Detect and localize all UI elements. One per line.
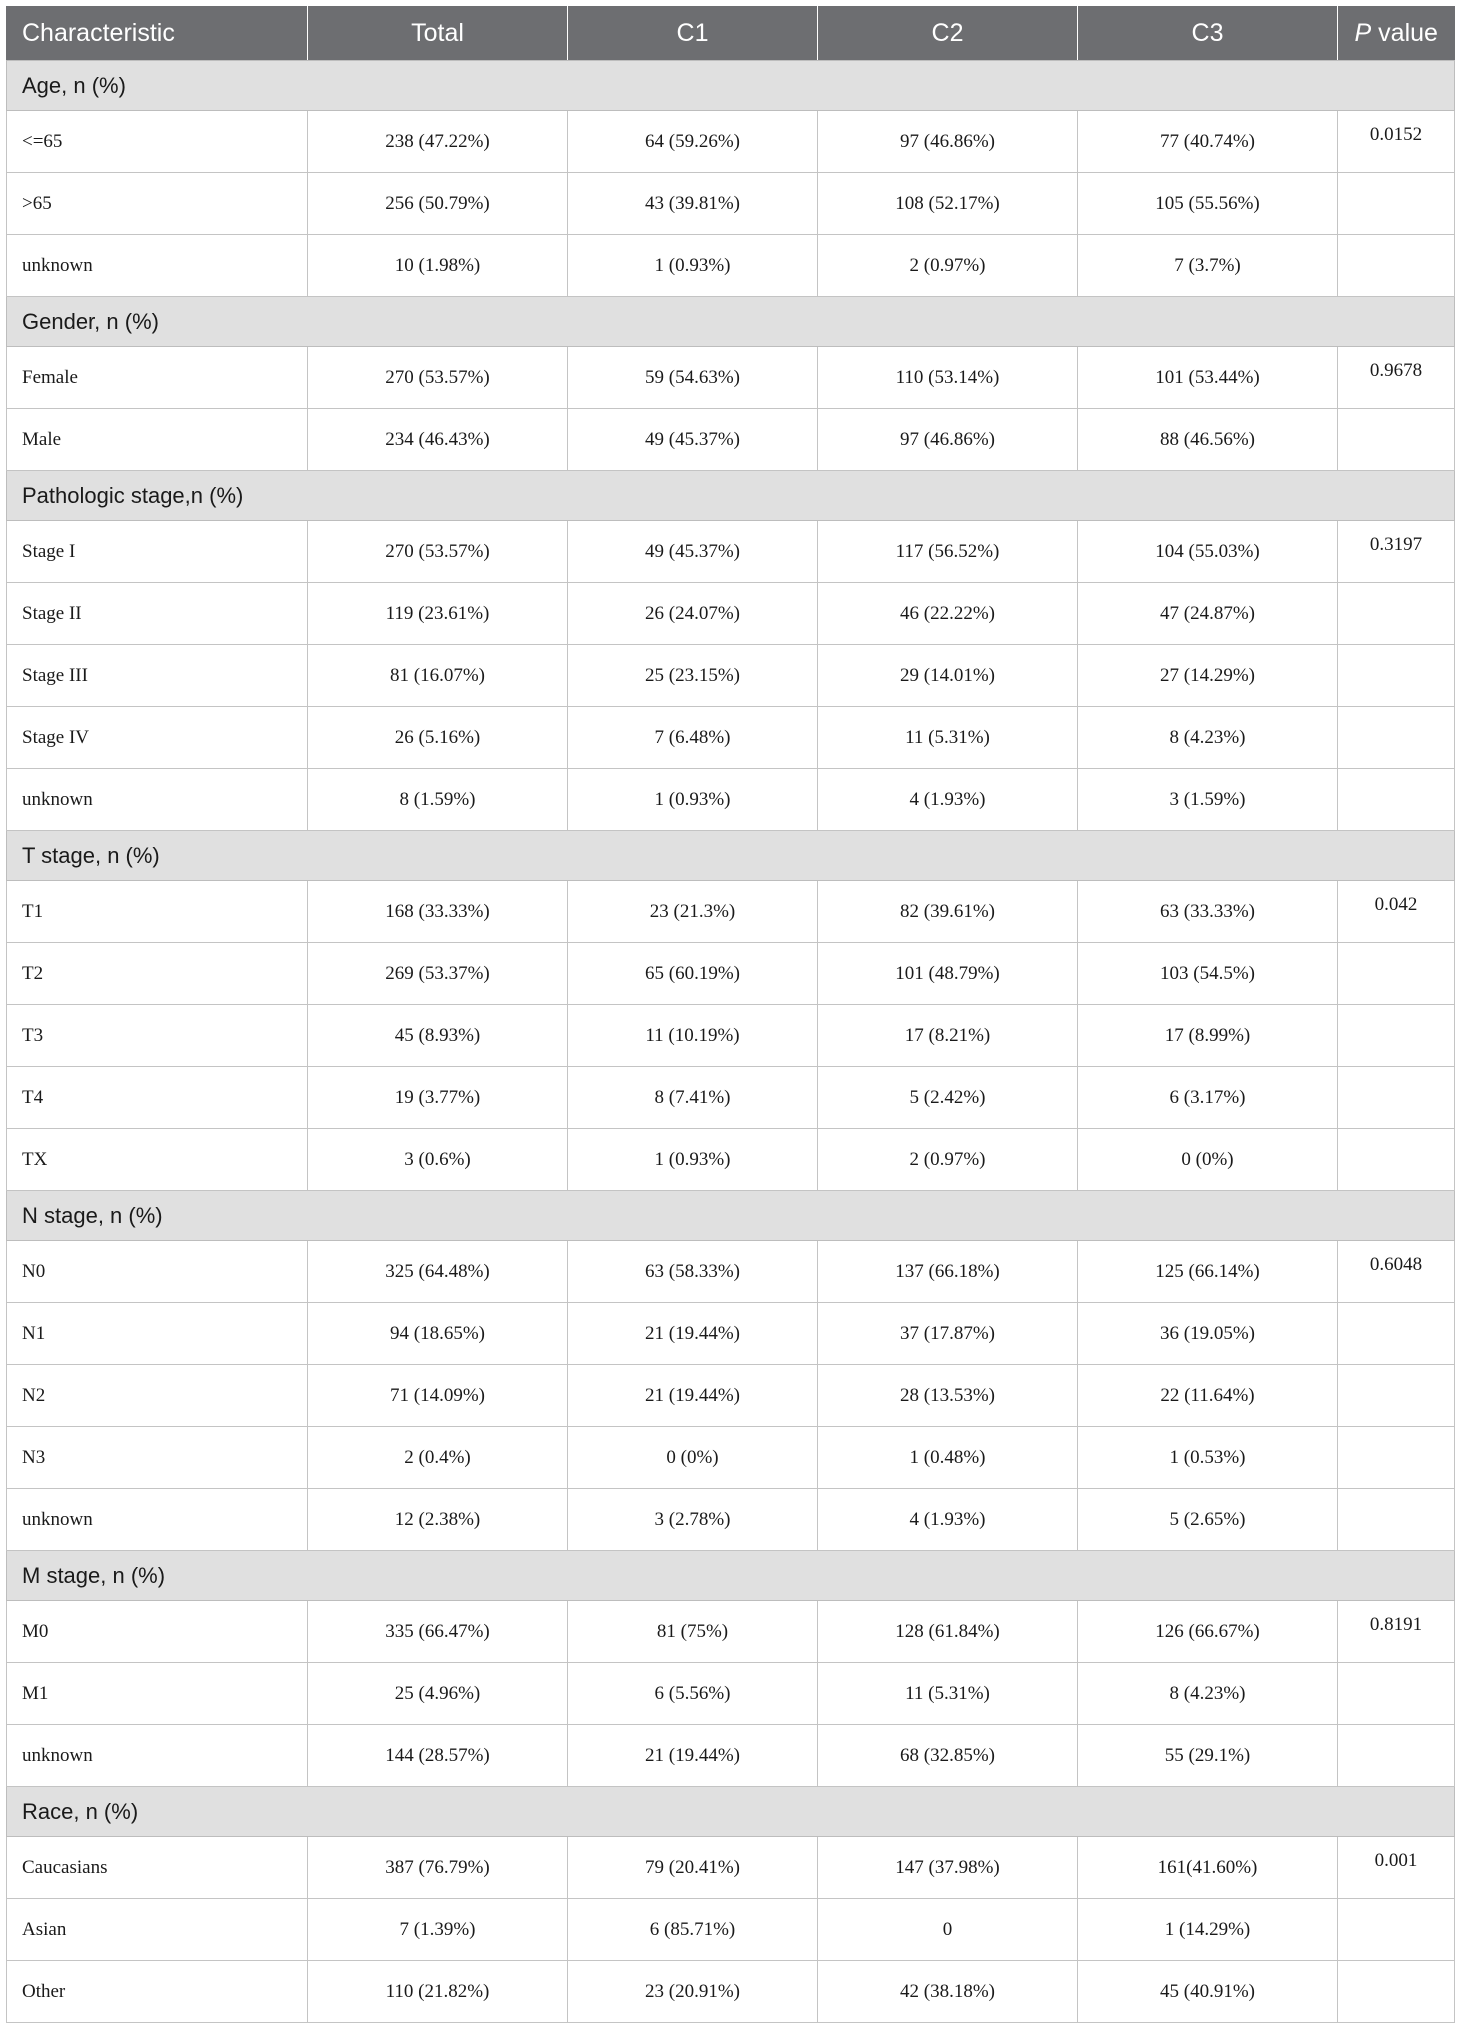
group-label: Pathologic stage,n (%): [7, 471, 1455, 521]
c1-cell: 1 (0.93%): [568, 769, 818, 831]
table-row: [7, 409, 1455, 471]
c1-cell: 0 (0%): [568, 1427, 818, 1489]
header-p-value-rest: value: [1371, 18, 1438, 47]
p-value-cell: [1338, 1005, 1455, 1067]
c3-cell: 36 (19.05%): [1078, 1303, 1338, 1365]
c3-cell: 105 (55.56%): [1078, 173, 1338, 235]
c3-cell: 45 (40.91%): [1078, 1961, 1338, 2023]
c2-cell: 42 (38.18%): [818, 1961, 1078, 2023]
total-cell: 325 (64.48%): [308, 1241, 568, 1303]
c3-cell: 0 (0%): [1078, 1129, 1338, 1191]
table-body: [7, 61, 1455, 2023]
c2-cell: 68 (32.85%): [818, 1725, 1078, 1787]
table-row: [7, 881, 1455, 943]
c2-cell: 97 (46.86%): [818, 409, 1078, 471]
header-c3: C3: [1078, 6, 1338, 61]
group-header-row: [7, 61, 1455, 111]
c2-cell: 128 (61.84%): [818, 1601, 1078, 1663]
characteristic-cell: Stage II: [7, 583, 308, 645]
characteristic-cell: TX: [7, 1129, 308, 1191]
header-p-value-italic: P: [1354, 18, 1372, 47]
c1-cell: 65 (60.19%): [568, 943, 818, 1005]
group-label: N stage, n (%): [7, 1191, 1455, 1241]
p-value-cell: [1338, 1489, 1455, 1551]
characteristic-cell: T1: [7, 881, 308, 943]
table-row: [7, 1489, 1455, 1551]
characteristic-cell: Stage I: [7, 521, 308, 583]
table-row: [7, 521, 1455, 583]
total-cell: 119 (23.61%): [308, 583, 568, 645]
p-value-cell: [1338, 707, 1455, 769]
p-value-cell: [1338, 173, 1455, 235]
c3-cell: 63 (33.33%): [1078, 881, 1338, 943]
total-cell: 238 (47.22%): [308, 111, 568, 173]
c2-cell: 108 (52.17%): [818, 173, 1078, 235]
c3-cell: 7 (3.7%): [1078, 235, 1338, 297]
c2-cell: 29 (14.01%): [818, 645, 1078, 707]
total-cell: 25 (4.96%): [308, 1663, 568, 1725]
characteristic-cell: M1: [7, 1663, 308, 1725]
total-cell: 3 (0.6%): [308, 1129, 568, 1191]
c3-cell: 27 (14.29%): [1078, 645, 1338, 707]
table-row: [7, 111, 1455, 173]
c1-cell: 59 (54.63%): [568, 347, 818, 409]
header-row: [7, 6, 1455, 61]
group-header-row: [7, 471, 1455, 521]
c2-cell: 46 (22.22%): [818, 583, 1078, 645]
c1-cell: 8 (7.41%): [568, 1067, 818, 1129]
p-value-cell: [1338, 1365, 1455, 1427]
c2-cell: 28 (13.53%): [818, 1365, 1078, 1427]
table-row: [7, 943, 1455, 1005]
table-row: [7, 235, 1455, 297]
p-value-cell: [1338, 1725, 1455, 1787]
p-value-cell: 0.6048: [1338, 1241, 1455, 1303]
c1-cell: 79 (20.41%): [568, 1837, 818, 1899]
characteristic-cell: Caucasians: [7, 1837, 308, 1899]
c2-cell: 11 (5.31%): [818, 707, 1078, 769]
characteristic-cell: T2: [7, 943, 308, 1005]
characteristic-cell: Asian: [7, 1899, 308, 1961]
c1-cell: 49 (45.37%): [568, 521, 818, 583]
c1-cell: 43 (39.81%): [568, 173, 818, 235]
characteristic-cell: Female: [7, 347, 308, 409]
header-total: Total: [308, 6, 568, 61]
c2-cell: 117 (56.52%): [818, 521, 1078, 583]
header-p-value: [1338, 6, 1455, 61]
characteristic-cell: N1: [7, 1303, 308, 1365]
p-value-cell: [1338, 943, 1455, 1005]
table-row: [7, 1961, 1455, 2023]
total-cell: 26 (5.16%): [308, 707, 568, 769]
c2-cell: 147 (37.98%): [818, 1837, 1078, 1899]
c2-cell: 17 (8.21%): [818, 1005, 1078, 1067]
total-cell: 10 (1.98%): [308, 235, 568, 297]
group-label: Race, n (%): [7, 1787, 1455, 1837]
characteristic-cell: Other: [7, 1961, 308, 2023]
c1-cell: 1 (0.93%): [568, 235, 818, 297]
group-label: M stage, n (%): [7, 1551, 1455, 1601]
table-row: [7, 347, 1455, 409]
table-row: [7, 1067, 1455, 1129]
p-value-cell: 0.042: [1338, 881, 1455, 943]
header-c2: C2: [818, 6, 1078, 61]
c2-cell: 2 (0.97%): [818, 1129, 1078, 1191]
characteristic-cell: N2: [7, 1365, 308, 1427]
p-value-cell: 0.001: [1338, 1837, 1455, 1899]
c2-cell: 101 (48.79%): [818, 943, 1078, 1005]
c2-cell: 137 (66.18%): [818, 1241, 1078, 1303]
total-cell: 256 (50.79%): [308, 173, 568, 235]
total-cell: 71 (14.09%): [308, 1365, 568, 1427]
table-row: [7, 1837, 1455, 1899]
c3-cell: 125 (66.14%): [1078, 1241, 1338, 1303]
characteristic-cell: unknown: [7, 235, 308, 297]
characteristic-cell: unknown: [7, 1489, 308, 1551]
header-c1: C1: [568, 6, 818, 61]
p-value-cell: [1338, 1427, 1455, 1489]
table-row: [7, 1663, 1455, 1725]
c3-cell: 103 (54.5%): [1078, 943, 1338, 1005]
c3-cell: 5 (2.65%): [1078, 1489, 1338, 1551]
c2-cell: 5 (2.42%): [818, 1067, 1078, 1129]
c2-cell: 37 (17.87%): [818, 1303, 1078, 1365]
characteristic-cell: <=65: [7, 111, 308, 173]
total-cell: 19 (3.77%): [308, 1067, 568, 1129]
characteristic-cell: unknown: [7, 1725, 308, 1787]
total-cell: 8 (1.59%): [308, 769, 568, 831]
c3-cell: 6 (3.17%): [1078, 1067, 1338, 1129]
p-value-cell: [1338, 409, 1455, 471]
total-cell: 168 (33.33%): [308, 881, 568, 943]
total-cell: 335 (66.47%): [308, 1601, 568, 1663]
c3-cell: 22 (11.64%): [1078, 1365, 1338, 1427]
group-label: Age, n (%): [7, 61, 1455, 111]
characteristic-cell: N0: [7, 1241, 308, 1303]
p-value-cell: 0.8191: [1338, 1601, 1455, 1663]
group-header-row: [7, 1551, 1455, 1601]
c3-cell: 3 (1.59%): [1078, 769, 1338, 831]
table-row: [7, 1601, 1455, 1663]
c1-cell: 1 (0.93%): [568, 1129, 818, 1191]
c1-cell: 25 (23.15%): [568, 645, 818, 707]
table-row: [7, 769, 1455, 831]
table-row: [7, 1725, 1455, 1787]
c1-cell: 3 (2.78%): [568, 1489, 818, 1551]
total-cell: 110 (21.82%): [308, 1961, 568, 2023]
table-row: [7, 173, 1455, 235]
c1-cell: 21 (19.44%): [568, 1725, 818, 1787]
group-header-row: [7, 1191, 1455, 1241]
c3-cell: 88 (46.56%): [1078, 409, 1338, 471]
c3-cell: 126 (66.67%): [1078, 1601, 1338, 1663]
total-cell: 12 (2.38%): [308, 1489, 568, 1551]
total-cell: 144 (28.57%): [308, 1725, 568, 1787]
p-value-cell: [1338, 1899, 1455, 1961]
c1-cell: 6 (5.56%): [568, 1663, 818, 1725]
total-cell: 234 (46.43%): [308, 409, 568, 471]
characteristic-cell: unknown: [7, 769, 308, 831]
characteristic-cell: M0: [7, 1601, 308, 1663]
total-cell: 45 (8.93%): [308, 1005, 568, 1067]
c2-cell: 82 (39.61%): [818, 881, 1078, 943]
characteristic-cell: Stage IV: [7, 707, 308, 769]
c1-cell: 6 (85.71%): [568, 1899, 818, 1961]
c1-cell: 21 (19.44%): [568, 1303, 818, 1365]
p-value-cell: [1338, 235, 1455, 297]
p-value-cell: [1338, 1129, 1455, 1191]
c3-cell: 161(41.60%): [1078, 1837, 1338, 1899]
c1-cell: 7 (6.48%): [568, 707, 818, 769]
table-row: [7, 1303, 1455, 1365]
p-value-cell: 0.0152: [1338, 111, 1455, 173]
p-value-cell: 0.3197: [1338, 521, 1455, 583]
c3-cell: 8 (4.23%): [1078, 707, 1338, 769]
c1-cell: 81 (75%): [568, 1601, 818, 1663]
c2-cell: 4 (1.93%): [818, 769, 1078, 831]
table-row: [7, 1899, 1455, 1961]
c2-cell: 11 (5.31%): [818, 1663, 1078, 1725]
p-value-cell: [1338, 583, 1455, 645]
characteristic-cell: N3: [7, 1427, 308, 1489]
total-cell: 2 (0.4%): [308, 1427, 568, 1489]
header-characteristic: Characteristic: [7, 6, 308, 61]
p-value-cell: [1338, 1067, 1455, 1129]
c2-cell: 110 (53.14%): [818, 347, 1078, 409]
characteristic-cell: >65: [7, 173, 308, 235]
c2-cell: 97 (46.86%): [818, 111, 1078, 173]
group-header-row: [7, 831, 1455, 881]
c1-cell: 23 (21.3%): [568, 881, 818, 943]
table-row: [7, 1427, 1455, 1489]
c3-cell: 1 (14.29%): [1078, 1899, 1338, 1961]
c3-cell: 104 (55.03%): [1078, 521, 1338, 583]
total-cell: 270 (53.57%): [308, 521, 568, 583]
characteristic-cell: T3: [7, 1005, 308, 1067]
table-header: [7, 6, 1455, 61]
c1-cell: 26 (24.07%): [568, 583, 818, 645]
characteristic-cell: T4: [7, 1067, 308, 1129]
p-value-cell: 0.9678: [1338, 347, 1455, 409]
total-cell: 7 (1.39%): [308, 1899, 568, 1961]
group-header-row: [7, 1787, 1455, 1837]
table-row: [7, 707, 1455, 769]
c2-cell: 4 (1.93%): [818, 1489, 1078, 1551]
characteristics-table-container: [6, 6, 1454, 2023]
c1-cell: 49 (45.37%): [568, 409, 818, 471]
group-label: T stage, n (%): [7, 831, 1455, 881]
c3-cell: 55 (29.1%): [1078, 1725, 1338, 1787]
table-row: [7, 1005, 1455, 1067]
characteristic-cell: Male: [7, 409, 308, 471]
c3-cell: 77 (40.74%): [1078, 111, 1338, 173]
p-value-cell: [1338, 645, 1455, 707]
group-header-row: [7, 297, 1455, 347]
c2-cell: 0: [818, 1899, 1078, 1961]
table-row: [7, 1129, 1455, 1191]
c3-cell: 8 (4.23%): [1078, 1663, 1338, 1725]
c3-cell: 101 (53.44%): [1078, 347, 1338, 409]
table-row: [7, 1365, 1455, 1427]
c2-cell: 2 (0.97%): [818, 235, 1078, 297]
c3-cell: 1 (0.53%): [1078, 1427, 1338, 1489]
c1-cell: 11 (10.19%): [568, 1005, 818, 1067]
c1-cell: 63 (58.33%): [568, 1241, 818, 1303]
total-cell: 81 (16.07%): [308, 645, 568, 707]
c2-cell: 1 (0.48%): [818, 1427, 1078, 1489]
c1-cell: 64 (59.26%): [568, 111, 818, 173]
c3-cell: 47 (24.87%): [1078, 583, 1338, 645]
characteristic-cell: Stage III: [7, 645, 308, 707]
total-cell: 269 (53.37%): [308, 943, 568, 1005]
p-value-cell: [1338, 1663, 1455, 1725]
c3-cell: 17 (8.99%): [1078, 1005, 1338, 1067]
p-value-cell: [1338, 769, 1455, 831]
total-cell: 270 (53.57%): [308, 347, 568, 409]
total-cell: 94 (18.65%): [308, 1303, 568, 1365]
group-label: Gender, n (%): [7, 297, 1455, 347]
total-cell: 387 (76.79%): [308, 1837, 568, 1899]
c1-cell: 23 (20.91%): [568, 1961, 818, 2023]
p-value-cell: [1338, 1961, 1455, 2023]
p-value-cell: [1338, 1303, 1455, 1365]
table-row: [7, 1241, 1455, 1303]
table-row: [7, 583, 1455, 645]
table-row: [7, 645, 1455, 707]
c1-cell: 21 (19.44%): [568, 1365, 818, 1427]
characteristics-table: [6, 6, 1455, 2023]
